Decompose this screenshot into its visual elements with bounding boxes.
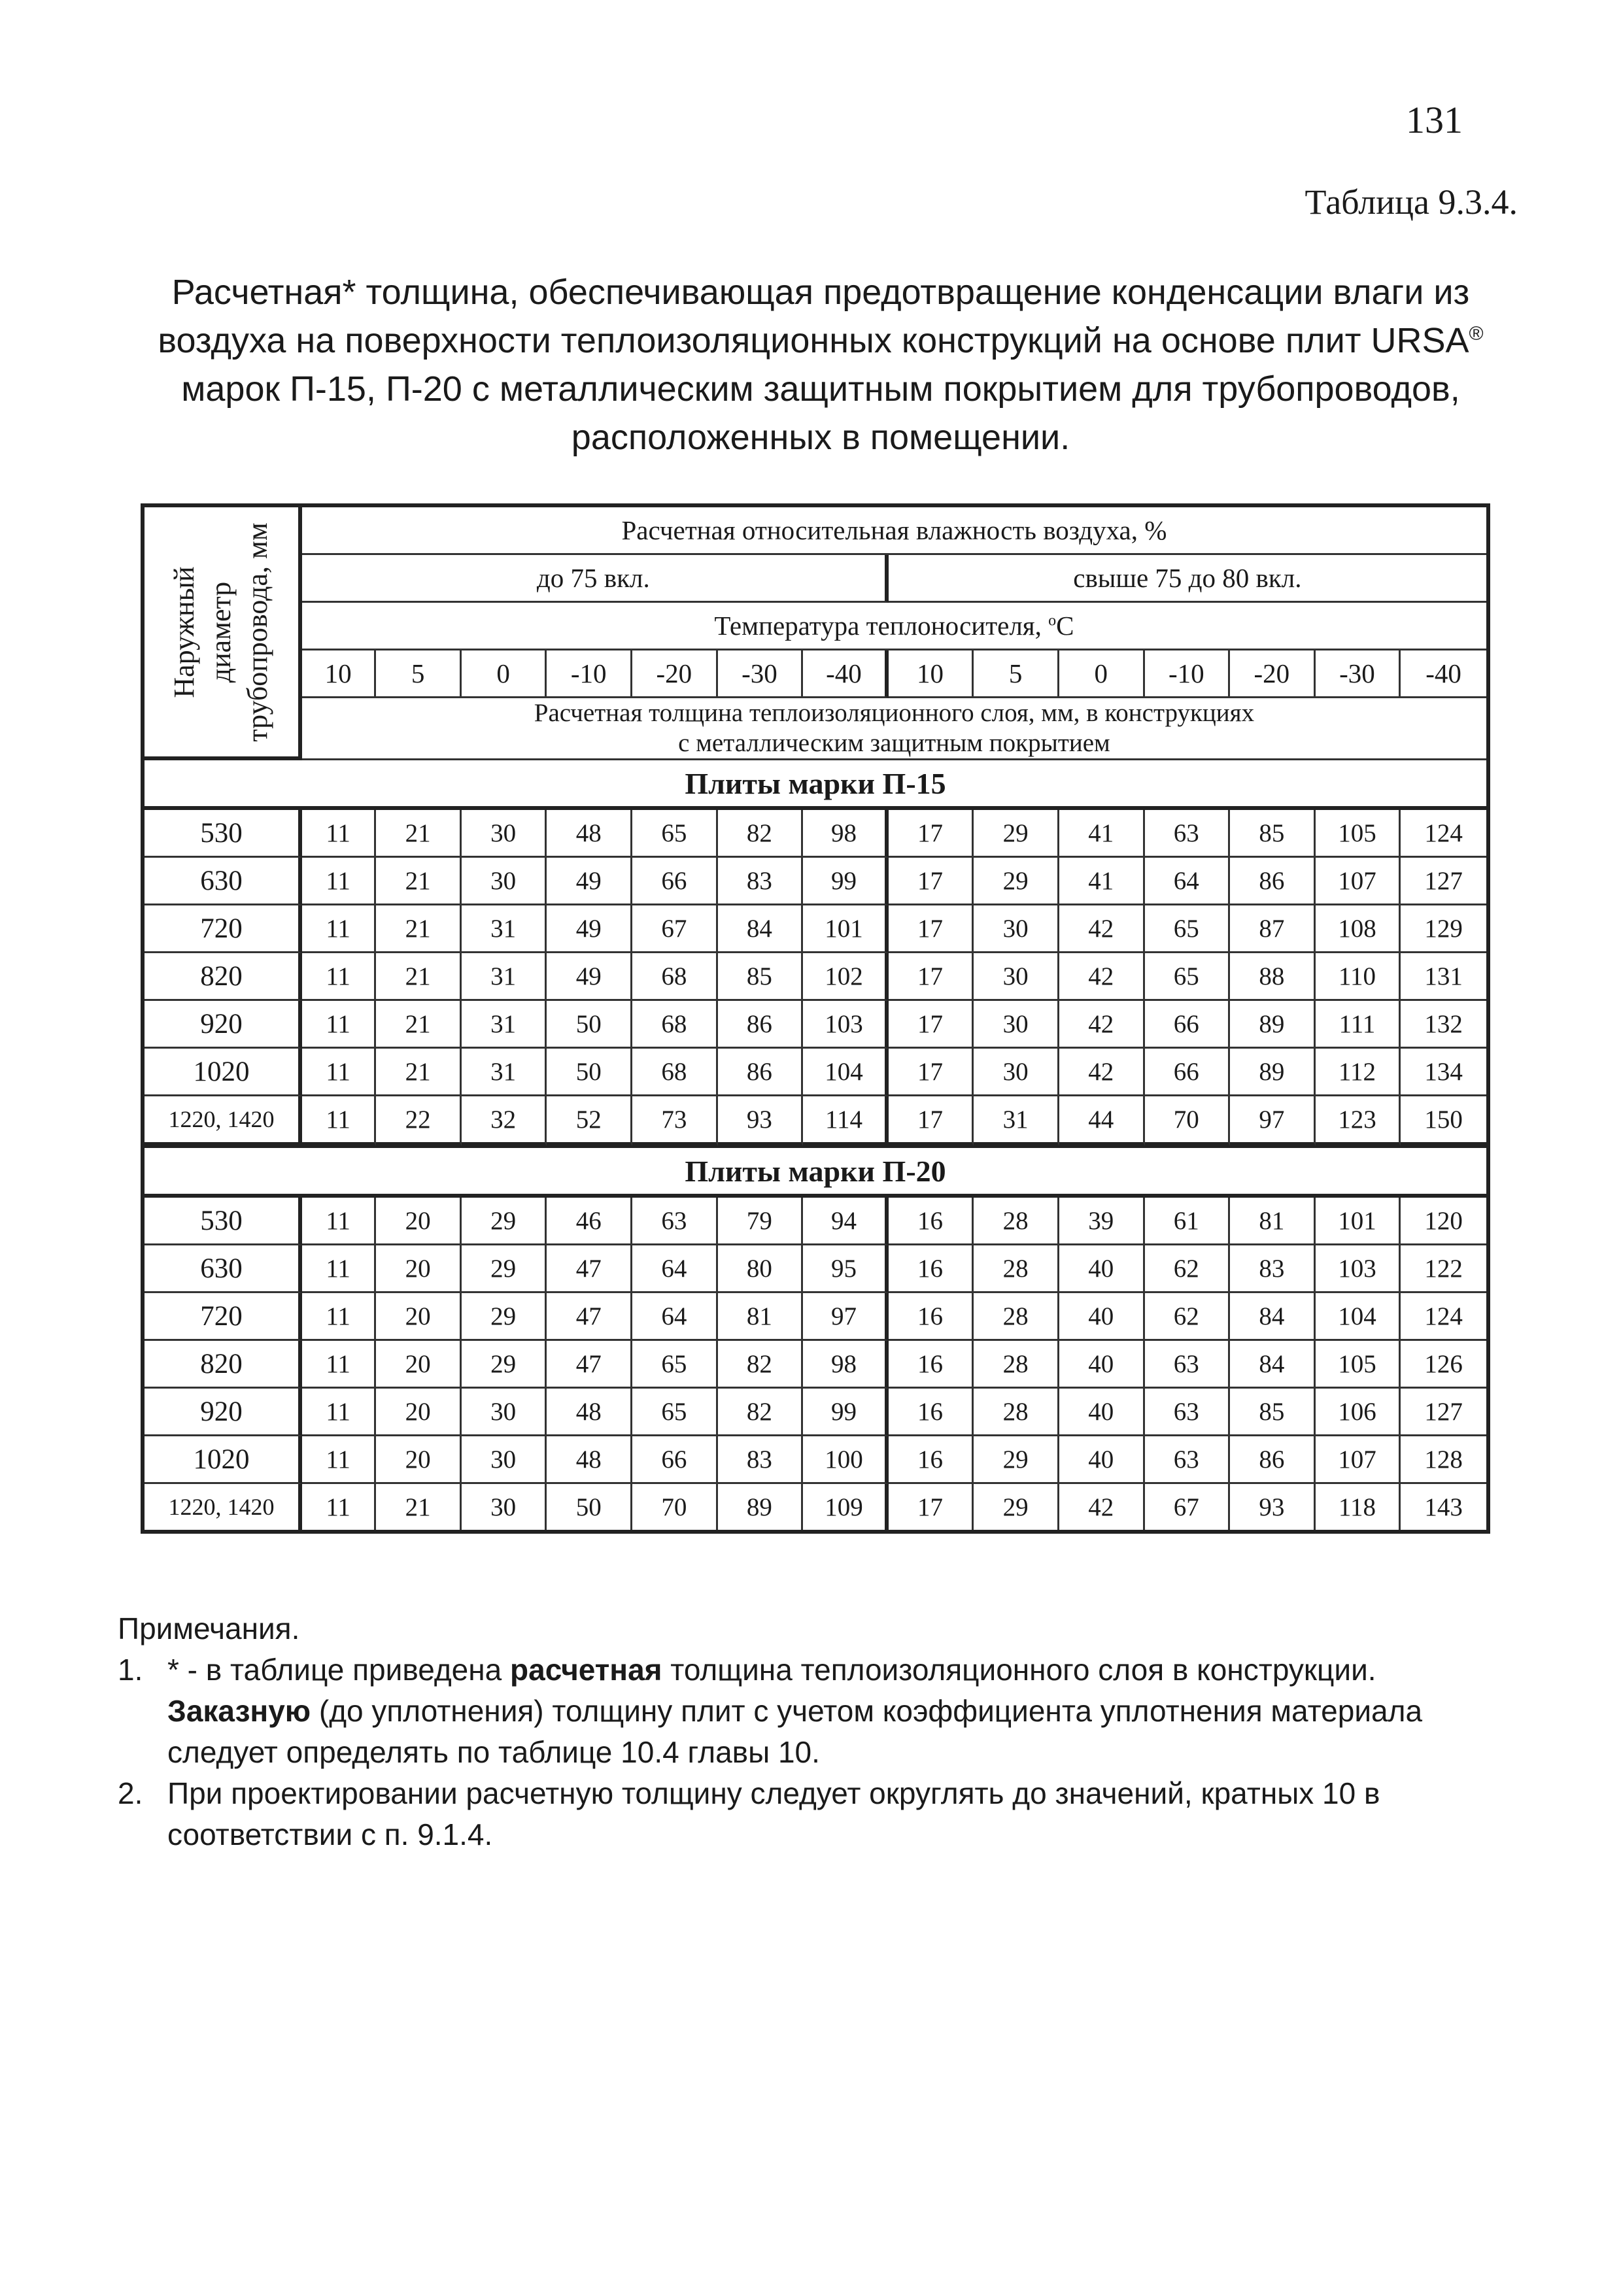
thickness-cell: 81 (1230, 1198, 1316, 1245)
insulation-thickness-table (141, 503, 1490, 1534)
row-header-cell (145, 507, 302, 760)
note-text: (до уплотнения) толщину плит с учетом коэффициента уплотнения материала (311, 1694, 1423, 1728)
thickness-cell: 40 (1059, 1389, 1145, 1436)
thickness-cell: 68 (632, 1049, 718, 1096)
thickness-cell: 100 (803, 1436, 889, 1484)
diameter-cell: 630 (145, 858, 302, 905)
table-row (145, 1001, 1486, 1049)
thickness-cell: 30 (462, 810, 547, 858)
thickness-cell: 70 (632, 1484, 718, 1530)
thickness-cell: 11 (302, 1293, 376, 1341)
thickness-cell: 63 (1145, 1436, 1231, 1484)
thickness-cell: 87 (1230, 905, 1316, 953)
thickness-cell: 21 (376, 953, 462, 1001)
thickness-cell: 105 (1316, 1341, 1401, 1389)
thickness-cell: 11 (302, 1484, 376, 1530)
thickness-cell: 62 (1145, 1293, 1231, 1341)
humidity-group-high: свыше 75 до 80 вкл. (889, 555, 1486, 603)
thickness-cell: 29 (462, 1245, 547, 1293)
note-line: При проектировании расчетную толщину следует округлять до значений, кратных 10 в (167, 1776, 1380, 1810)
thickness-cell: 85 (1230, 1389, 1316, 1436)
thickness-cell: 21 (376, 1484, 462, 1530)
temperature-cell: -30 (1316, 650, 1401, 698)
thickness-cell: 20 (376, 1389, 462, 1436)
humidity-header: Расчетная относительная влажность воздуха, % (302, 507, 1486, 555)
thickness-cell: 17 (889, 858, 974, 905)
thickness-cell: 107 (1316, 858, 1401, 905)
thickness-cell: 86 (718, 1001, 804, 1049)
temperature-cell: -40 (803, 650, 889, 698)
table-row (145, 1096, 1486, 1146)
thickness-cell: 30 (462, 858, 547, 905)
thickness-cell: 93 (718, 1096, 804, 1146)
thickness-cell: 104 (1316, 1293, 1401, 1341)
table-row (145, 1484, 1486, 1530)
diameter-cell: 530 (145, 1198, 302, 1245)
thickness-cell: 65 (1145, 905, 1231, 953)
thickness-cell: 30 (974, 953, 1059, 1001)
diameter-cell: 1020 (145, 1436, 302, 1484)
thickness-cell: 28 (974, 1293, 1059, 1341)
thickness-cell: 99 (803, 1389, 889, 1436)
thickness-cell: 52 (547, 1096, 632, 1146)
title-line (118, 316, 1524, 365)
title-line: расположенных в помещении. (571, 418, 1070, 457)
thickness-cell: 65 (632, 810, 718, 858)
thickness-cell: 84 (718, 905, 804, 953)
thickness-cell: 20 (376, 1341, 462, 1389)
thickness-cell: 66 (632, 858, 718, 905)
thickness-cell: 104 (803, 1049, 889, 1096)
table-row (145, 953, 1486, 1001)
thickness-cell: 150 (1401, 1096, 1486, 1146)
diameter-cell: 720 (145, 1293, 302, 1341)
diameter-cell: 1020 (145, 1049, 302, 1096)
thickness-cell: 134 (1401, 1049, 1486, 1096)
thickness-cell: 30 (462, 1436, 547, 1484)
temperature-unit: C (1056, 611, 1074, 641)
thickness-cell: 83 (718, 858, 804, 905)
notes-heading: Примечания. (118, 1612, 300, 1646)
thickness-cell: 98 (803, 1341, 889, 1389)
diameter-cell: 820 (145, 953, 302, 1001)
page-number: 131 (1406, 99, 1463, 141)
thickness-cell: 66 (632, 1436, 718, 1484)
temperature-header-text: Температура теплоносителя, (714, 611, 1042, 641)
thickness-cell: 21 (376, 810, 462, 858)
note-number: 2. (118, 1776, 143, 1810)
thickness-cell: 97 (803, 1293, 889, 1341)
thickness-cell: 49 (547, 905, 632, 953)
thickness-cell: 89 (718, 1484, 804, 1530)
thickness-cell: 11 (302, 905, 376, 953)
note-line (167, 1649, 1504, 1691)
thickness-cell: 48 (547, 1389, 632, 1436)
registered-mark: ® (1469, 323, 1484, 345)
table-row (145, 858, 1486, 905)
thickness-cell: 86 (1230, 1436, 1316, 1484)
thickness-cell: 30 (462, 1389, 547, 1436)
thickness-cell: 31 (462, 1049, 547, 1096)
thickness-cell: 50 (547, 1484, 632, 1530)
layer-note-line: Расчетная толщина теплоизоляционного слоя, мм, в конструкциях (534, 699, 1255, 727)
thickness-cell: 83 (718, 1436, 804, 1484)
thickness-cell: 30 (974, 905, 1059, 953)
thickness-cell: 22 (376, 1096, 462, 1146)
thickness-cell: 122 (1401, 1245, 1486, 1293)
diameter-cell: 720 (145, 905, 302, 953)
thickness-cell: 80 (718, 1245, 804, 1293)
thickness-cell: 101 (1316, 1198, 1401, 1245)
thickness-cell: 89 (1230, 1049, 1316, 1096)
thickness-cell: 41 (1059, 858, 1145, 905)
thickness-cell: 39 (1059, 1198, 1145, 1245)
thickness-cell: 17 (889, 953, 974, 1001)
thickness-cell: 99 (803, 858, 889, 905)
thickness-cell: 21 (376, 1001, 462, 1049)
thickness-cell: 17 (889, 905, 974, 953)
thickness-cell: 42 (1059, 905, 1145, 953)
thickness-cell: 62 (1145, 1245, 1231, 1293)
note-bold: Заказную (167, 1694, 311, 1728)
thickness-cell: 21 (376, 905, 462, 953)
row-header-line: трубопровода, мм (241, 522, 274, 742)
thickness-cell: 67 (1145, 1484, 1231, 1530)
thickness-cell: 120 (1401, 1198, 1486, 1245)
thickness-cell: 31 (974, 1096, 1059, 1146)
thickness-cell: 97 (1230, 1096, 1316, 1146)
temperature-cell: -10 (1145, 650, 1231, 698)
thickness-cell: 16 (889, 1245, 974, 1293)
thickness-cell: 65 (632, 1389, 718, 1436)
thickness-cell: 64 (1145, 858, 1231, 905)
thickness-cell: 124 (1401, 1293, 1486, 1341)
thickness-cell: 64 (632, 1245, 718, 1293)
temperature-cell: 10 (302, 650, 376, 698)
thickness-cell: 106 (1316, 1389, 1401, 1436)
thickness-cell: 29 (462, 1293, 547, 1341)
thickness-cell: 30 (974, 1049, 1059, 1096)
diameter-cell: 820 (145, 1341, 302, 1389)
diameter-cell: 920 (145, 1001, 302, 1049)
thickness-cell: 17 (889, 1001, 974, 1049)
thickness-cell: 28 (974, 1198, 1059, 1245)
diameter-cell: 920 (145, 1389, 302, 1436)
diameter-cell: 1220, 1420 (145, 1096, 302, 1146)
thickness-cell: 82 (718, 1389, 804, 1436)
thickness-cell: 84 (1230, 1293, 1316, 1341)
thickness-cell: 28 (974, 1245, 1059, 1293)
thickness-cell: 21 (376, 1049, 462, 1096)
thickness-cell: 124 (1401, 810, 1486, 858)
thickness-cell: 98 (803, 810, 889, 858)
thickness-cell: 79 (718, 1198, 804, 1245)
thickness-cell: 109 (803, 1484, 889, 1530)
thickness-cell: 29 (462, 1198, 547, 1245)
thickness-cell: 127 (1401, 1389, 1486, 1436)
thickness-cell: 85 (718, 953, 804, 1001)
thickness-cell: 50 (547, 1001, 632, 1049)
thickness-cell: 102 (803, 953, 889, 1001)
thickness-cell: 20 (376, 1293, 462, 1341)
thickness-cell: 110 (1316, 953, 1401, 1001)
thickness-cell: 11 (302, 953, 376, 1001)
thickness-cell: 46 (547, 1198, 632, 1245)
thickness-cell: 32 (462, 1096, 547, 1146)
diameter-cell: 1220, 1420 (145, 1484, 302, 1530)
title-line-text: воздуха на поверхности теплоизоляционных конструкций на основе плит URSA (158, 321, 1469, 360)
thickness-cell: 42 (1059, 953, 1145, 1001)
thickness-cell: 11 (302, 1389, 376, 1436)
thickness-cell: 31 (462, 1001, 547, 1049)
thickness-cell: 49 (547, 953, 632, 1001)
thickness-cell: 123 (1316, 1096, 1401, 1146)
thickness-cell: 42 (1059, 1484, 1145, 1530)
layer-thickness-note (302, 698, 1486, 760)
thickness-cell: 65 (632, 1341, 718, 1389)
thickness-cell: 66 (1145, 1001, 1231, 1049)
thickness-cell: 82 (718, 810, 804, 858)
thickness-cell: 11 (302, 1341, 376, 1389)
thickness-cell: 65 (1145, 953, 1231, 1001)
thickness-cell: 29 (974, 1484, 1059, 1530)
thickness-cell: 81 (718, 1293, 804, 1341)
temperature-cell: 0 (462, 650, 547, 698)
thickness-cell: 93 (1230, 1484, 1316, 1530)
thickness-cell: 132 (1401, 1001, 1486, 1049)
note-line (167, 1691, 1504, 1732)
thickness-cell: 63 (632, 1198, 718, 1245)
table-row (145, 905, 1486, 953)
thickness-cell: 94 (803, 1198, 889, 1245)
thickness-cell: 86 (718, 1049, 804, 1096)
thickness-cell: 21 (376, 858, 462, 905)
thickness-cell: 111 (1316, 1001, 1401, 1049)
diameter-cell: 630 (145, 1245, 302, 1293)
temperature-cell: 5 (974, 650, 1059, 698)
temperature-cell: -30 (718, 650, 804, 698)
thickness-cell: 85 (1230, 810, 1316, 858)
thickness-cell: 108 (1316, 905, 1401, 953)
note-text: * - в таблице приведена (167, 1653, 511, 1687)
thickness-cell: 16 (889, 1293, 974, 1341)
table-row (145, 810, 1486, 858)
note-text: толщина теплоизоляционного слоя в конструкции. (662, 1653, 1376, 1687)
note-number: 1. (118, 1653, 143, 1687)
table-row (145, 1198, 1486, 1245)
thickness-cell: 44 (1059, 1096, 1145, 1146)
thickness-cell: 70 (1145, 1096, 1231, 1146)
thickness-cell: 127 (1401, 858, 1486, 905)
thickness-cell: 50 (547, 1049, 632, 1096)
thickness-cell: 20 (376, 1436, 462, 1484)
thickness-cell: 17 (889, 1096, 974, 1146)
thickness-cell: 11 (302, 858, 376, 905)
thickness-cell: 29 (462, 1341, 547, 1389)
thickness-cell: 67 (632, 905, 718, 953)
section-header: Плиты марки П-20 (145, 1146, 1486, 1198)
thickness-cell: 30 (974, 1001, 1059, 1049)
table-row (145, 1293, 1486, 1341)
thickness-cell: 63 (1145, 810, 1231, 858)
thickness-cell: 101 (803, 905, 889, 953)
section-header: Плиты марки П-15 (145, 760, 1486, 810)
thickness-cell: 28 (974, 1341, 1059, 1389)
thickness-cell: 47 (547, 1245, 632, 1293)
thickness-cell: 48 (547, 810, 632, 858)
thickness-cell: 131 (1401, 953, 1486, 1001)
degree-mark: o (1048, 612, 1057, 630)
thickness-cell: 31 (462, 953, 547, 1001)
thickness-cell: 40 (1059, 1293, 1145, 1341)
table-row (145, 1389, 1486, 1436)
table-caption: Таблица 9.3.4. (1305, 182, 1518, 222)
thickness-cell: 28 (974, 1389, 1059, 1436)
temperature-cell: 10 (889, 650, 974, 698)
thickness-cell: 114 (803, 1096, 889, 1146)
temperature-cell: -10 (547, 650, 632, 698)
note-line: следует определять по таблице 10.4 главы 10. (167, 1735, 820, 1769)
thickness-cell: 31 (462, 905, 547, 953)
title-line: Расчетная* толщина, обеспечивающая предотвращение конденсации влаги из (171, 273, 1470, 312)
thickness-cell: 61 (1145, 1198, 1231, 1245)
thickness-cell: 126 (1401, 1341, 1486, 1389)
table-row (145, 1341, 1486, 1389)
thickness-cell: 63 (1145, 1389, 1231, 1436)
table-row (145, 1245, 1486, 1293)
note-line: соответствии с п. 9.1.4. (167, 1817, 493, 1851)
thickness-cell: 84 (1230, 1341, 1316, 1389)
thickness-cell: 49 (547, 858, 632, 905)
thickness-cell: 107 (1316, 1436, 1401, 1484)
temperature-header (302, 603, 1486, 650)
thickness-cell: 30 (462, 1484, 547, 1530)
notes (118, 1608, 1504, 1855)
thickness-cell: 11 (302, 1096, 376, 1146)
thickness-cell: 86 (1230, 858, 1316, 905)
thickness-cell: 89 (1230, 1001, 1316, 1049)
temperature-cell: -40 (1401, 650, 1486, 698)
title-line: марок П-15, П-20 с металлическим защитным покрытием для трубопроводов, (181, 369, 1460, 409)
table-title (118, 268, 1524, 462)
thickness-cell: 16 (889, 1436, 974, 1484)
thickness-cell: 143 (1424, 1493, 1463, 1521)
temperature-cell: -20 (632, 650, 718, 698)
thickness-cell: 11 (302, 810, 376, 858)
thickness-cell: 83 (1230, 1245, 1316, 1293)
thickness-cell: 103 (803, 1001, 889, 1049)
thickness-cell: 47 (547, 1293, 632, 1341)
thickness-cell: 40 (1059, 1341, 1145, 1389)
thickness-cell: 88 (1230, 953, 1316, 1001)
thickness-cell: 17 (889, 810, 974, 858)
thickness-cell: 11 (302, 1001, 376, 1049)
temperature-cell: -20 (1230, 650, 1316, 698)
humidity-group-low: до 75 вкл. (302, 555, 889, 603)
thickness-cell: 29 (974, 810, 1059, 858)
thickness-cell: 95 (803, 1245, 889, 1293)
thickness-cell: 20 (376, 1198, 462, 1245)
thickness-cell: 17 (889, 1049, 974, 1096)
layer-note-line: с металлическим защитным покрытием (678, 729, 1110, 757)
thickness-cell: 16 (889, 1341, 974, 1389)
thickness-cell: 41 (1059, 810, 1145, 858)
thickness-cell: 47 (547, 1341, 632, 1389)
thickness-cell: 68 (632, 1001, 718, 1049)
thickness-cell: 48 (547, 1436, 632, 1484)
note-item (118, 1773, 1504, 1855)
diameter-cell: 530 (145, 810, 302, 858)
table-row (145, 1049, 1486, 1096)
note-bold: расчетная (510, 1653, 662, 1687)
thickness-cell: 128 (1401, 1436, 1486, 1484)
thickness-cell: 11 (302, 1245, 376, 1293)
table-row (145, 1436, 1486, 1484)
thickness-cell: 40 (1059, 1436, 1145, 1484)
thickness-cell: 105 (1316, 810, 1401, 858)
row-header-line: Наружный (168, 566, 201, 698)
thickness-cell: 118 (1316, 1484, 1401, 1530)
thickness-cell: 103 (1316, 1245, 1401, 1293)
thickness-cell: 11 (302, 1436, 376, 1484)
thickness-cell: 29 (974, 858, 1059, 905)
thickness-cell: 17 (889, 1484, 974, 1530)
note-item (118, 1649, 1504, 1773)
thickness-cell: 11 (302, 1198, 376, 1245)
thickness-cell: 16 (889, 1389, 974, 1436)
thickness-cell: 82 (718, 1341, 804, 1389)
thickness-cell: 40 (1059, 1245, 1145, 1293)
row-header-line: диаметр (205, 581, 237, 683)
thickness-cell: 20 (376, 1245, 462, 1293)
thickness-cell: 112 (1316, 1049, 1401, 1096)
thickness-cell: 129 (1401, 905, 1486, 953)
thickness-cell: 66 (1145, 1049, 1231, 1096)
row-header-label (166, 522, 276, 741)
thickness-cell: 64 (632, 1293, 718, 1341)
temperature-cell: 5 (376, 650, 462, 698)
thickness-cell: 16 (889, 1198, 974, 1245)
thickness-cell: 63 (1145, 1341, 1231, 1389)
temperature-cell: 0 (1059, 650, 1145, 698)
thickness-cell: 42 (1059, 1049, 1145, 1096)
thickness-cell: 73 (632, 1096, 718, 1146)
thickness-cell: 68 (632, 953, 718, 1001)
thickness-cell: 42 (1059, 1001, 1145, 1049)
thickness-cell: 29 (974, 1436, 1059, 1484)
thickness-cell: 11 (302, 1049, 376, 1096)
